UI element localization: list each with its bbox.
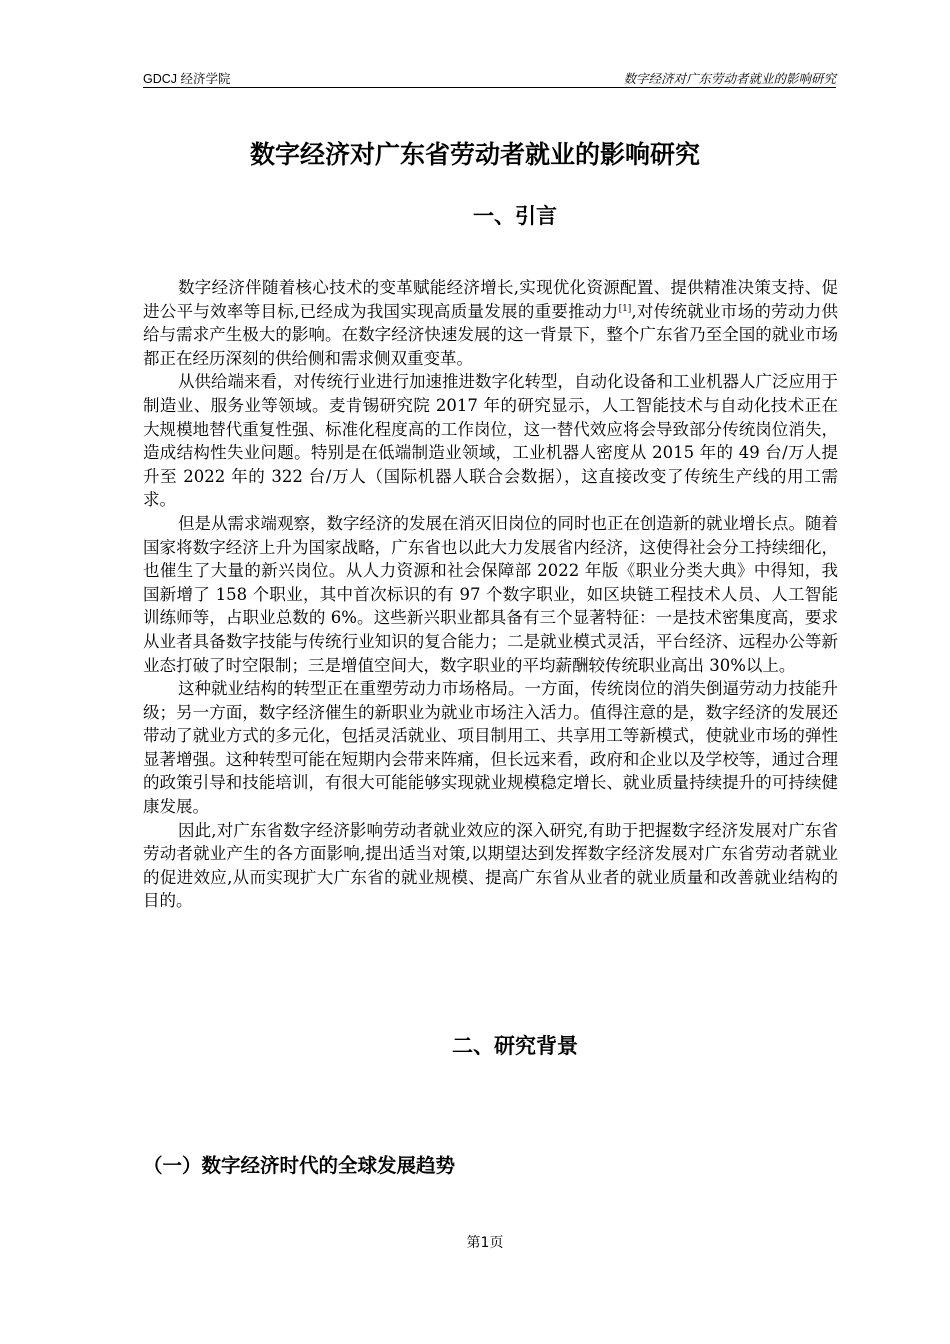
paragraph	[143, 276, 838, 370]
paragraph: 这种就业结构的转型正在重塑劳动力市场格局。一方面，传统岗位的消失倒逼劳动力技能升级；另一方面，数字经济催生的新职业为就业市场注入活力。值得注意的是，数字经济的发展还带动了就业方式的多元化，包括灵活就业、项目制用工、共享用工等新模式，使就业市场的弹性显著增强。这种转型可能在短期内会带来阵痛，但长远来看，政府和企业以及学校等，通过合理的政策引导和技能培训，有很大可能能够实现就业规模稳定增长、就业质量持续提升的可持续健康发展。	[143, 679, 838, 817]
paragraph: 从供给端来看，对传统行业进行加速推进数字化转型，自动化设备和工业机器人广泛应用于制造业、服务业等领域。麦肯锡研究院 2017 年的研究显示，人工智能技术与自动化技术正在大规模地替代重复性强、标准化程度高的工作岗位，这一替代效应将会导致部分传统岗位消失，造成结构性失业问题。特别是在低端制造业领域，工业机器人密度从 2015 年的 49 台/万人提升至 2022 年的 322 台/万人（国际机器人联合会数据），这直接改变了传统生产线的用工需求。	[143, 372, 838, 510]
paragraph: 因此,对广东省数字经济影响劳动者就业效应的深入研究,有助于把握数字经济发展对广东省劳动者就业产生的各方面影响,提出适当对策,以期望达到发挥数字经济发展对广东省劳动者就业的促进效应,从而实现扩大广东省的就业规模、提高广东省从业者的就业质量和改善就业结构的目的。	[143, 820, 838, 911]
paragraph-text: ,对传统就业市场的劳动力供给与需求产生极大的影响。在数字经济快速发展的这一背景下，整个广东省乃至全国的就业市场都正在经历深刻的供给侧和需求侧双重变革。	[143, 301, 838, 368]
section-heading-background: 二、研究背景	[452, 1034, 578, 1058]
page-number: 第1页	[466, 1235, 504, 1251]
page-header	[143, 68, 836, 88]
paragraph: 但是从需求端观察，数字经济的发展在消灭旧岗位的同时也正在创造新的就业增长点。随着国家将数字经济上升为国家战略，广东省也以此大力发展省内经济，这使得社会分工持续细化，也催生了大量的新兴岗位。从人力资源和社会保障部 2022 年版《职业分类大典》中得知，我国新增了 158 个职业，其中首次标识的有 97 个数字职业，如区块链工程技术人员、人工智能训练师等，占职业总数的 6%。这些新兴职业都具备有三个显著特征：一是技术密集度高，要求从业者具备数字技能与传统行业知识的复合能力；二是就业模式灵活，平台经济、远程办公等新业态打破了时空限制；三是增值空间大，数字职业的平均薪酬较传统职业高出 30%以上。	[143, 513, 838, 675]
citation-ref[interactable]: [1]	[618, 303, 632, 314]
introduction-body	[143, 276, 838, 913]
paper-title: 数字经济对广东省劳动者就业的影响研究	[249, 140, 700, 169]
section-heading-introduction: 一、引言	[473, 204, 557, 228]
subsection-heading: （一）数字经济时代的全球发展趋势	[143, 1154, 456, 1177]
paragraph-text: 数字经济伴随着核心技术的变革赋能经济增长,实现优化资源配置、提供精准决策支持、促进公平与效率等目标,已经成为我国实现高质量发展的重要推动力	[143, 278, 838, 321]
header-school: GDCJ 经济学院	[143, 72, 231, 86]
header-paper-title: 数字经济对广东劳动者就业的影响研究	[623, 72, 836, 86]
